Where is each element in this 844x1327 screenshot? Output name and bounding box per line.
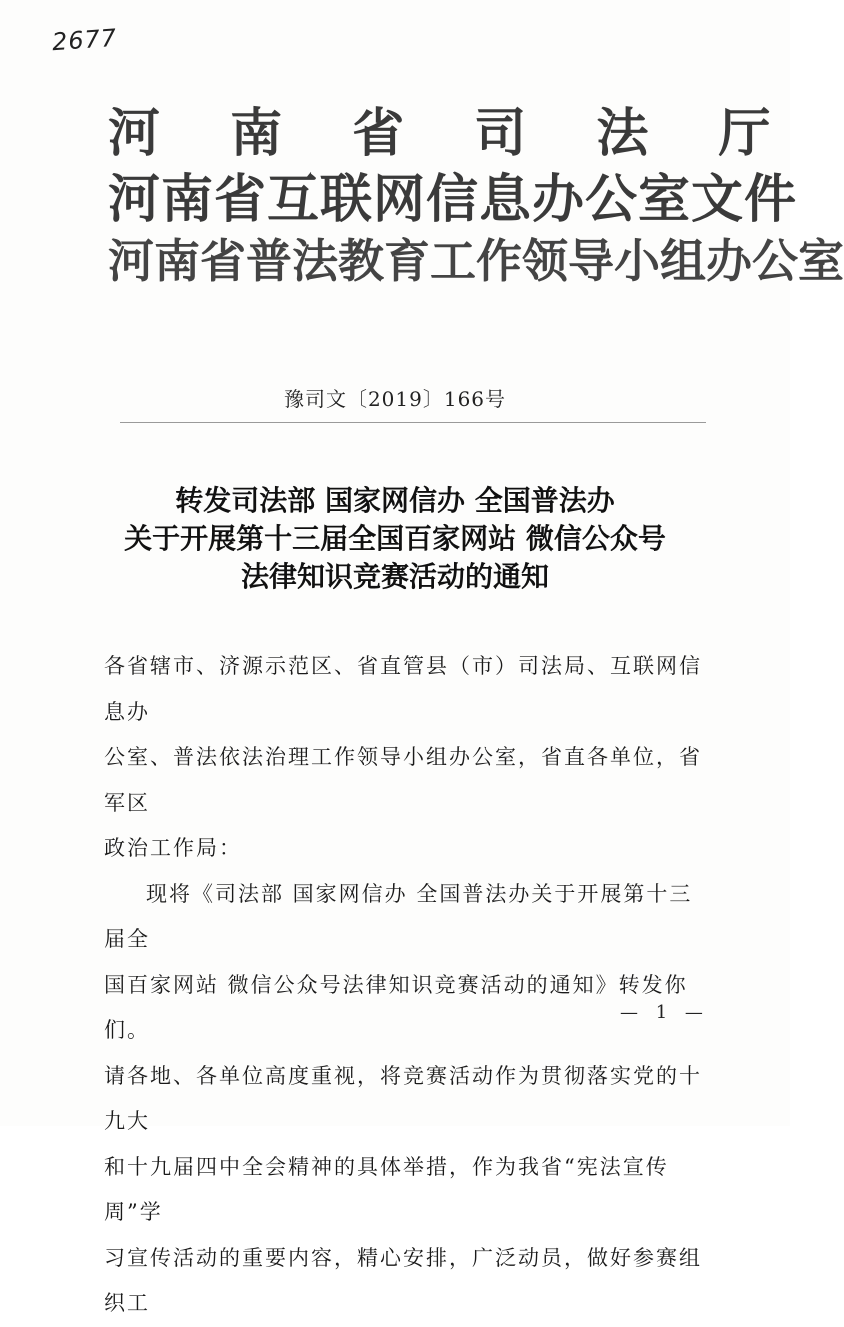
handwritten-note: 2677 [51,23,118,57]
paragraph-line: 现将《司法部 国家网信办 全国普法办关于开展第十三届全 [104,881,693,951]
header-line-justice-dept: 河 南 省 司 法 厅 [108,103,797,164]
title-line-2: 关于开展第十三届全国百家网站 微信公众号 [124,522,666,555]
header-line-internet-office: 河南省互联网信息办公室文件 [108,169,798,230]
header-line-legal-education-office: 河南省普法教育工作领导小组办公室 [108,234,844,288]
recipients-line: 政治工作局： [104,836,242,860]
page-number: — 1 — [620,1002,709,1023]
paragraph-line: 和十九届四中全会精神的具体举措，作为我省“宪法宣传周”学 [104,1154,669,1224]
title-line-1: 转发司法部 国家网信办 全国普法办 [175,484,615,517]
document-title [0,482,790,596]
document-number: 豫司文〔2019〕166号 [283,387,507,411]
paragraph-line: 习宣传活动的重要内容，精心安排，广泛动员，做好参赛组织工 [104,1245,702,1315]
recipients-line: 各省辖市、济源示范区、省直管县（市）司法局、互联网信息办 [104,654,702,724]
recipients-line: 公室、普法依法治理工作领导小组办公室，省直各单位，省军区 [104,745,702,815]
paragraph-line: 请各地、各单位高度重视，将竞赛活动作为贯彻落实党的十九大 [104,1063,702,1133]
issuing-authorities-header [108,103,844,294]
paragraph-line: 国百家网站 微信公众号法律知识竞赛活动的通知》转发你们。 [104,972,688,1042]
title-line-3: 法律知识竞赛活动的通知 [240,560,549,593]
document-body [104,644,704,1327]
header-divider [120,422,706,423]
